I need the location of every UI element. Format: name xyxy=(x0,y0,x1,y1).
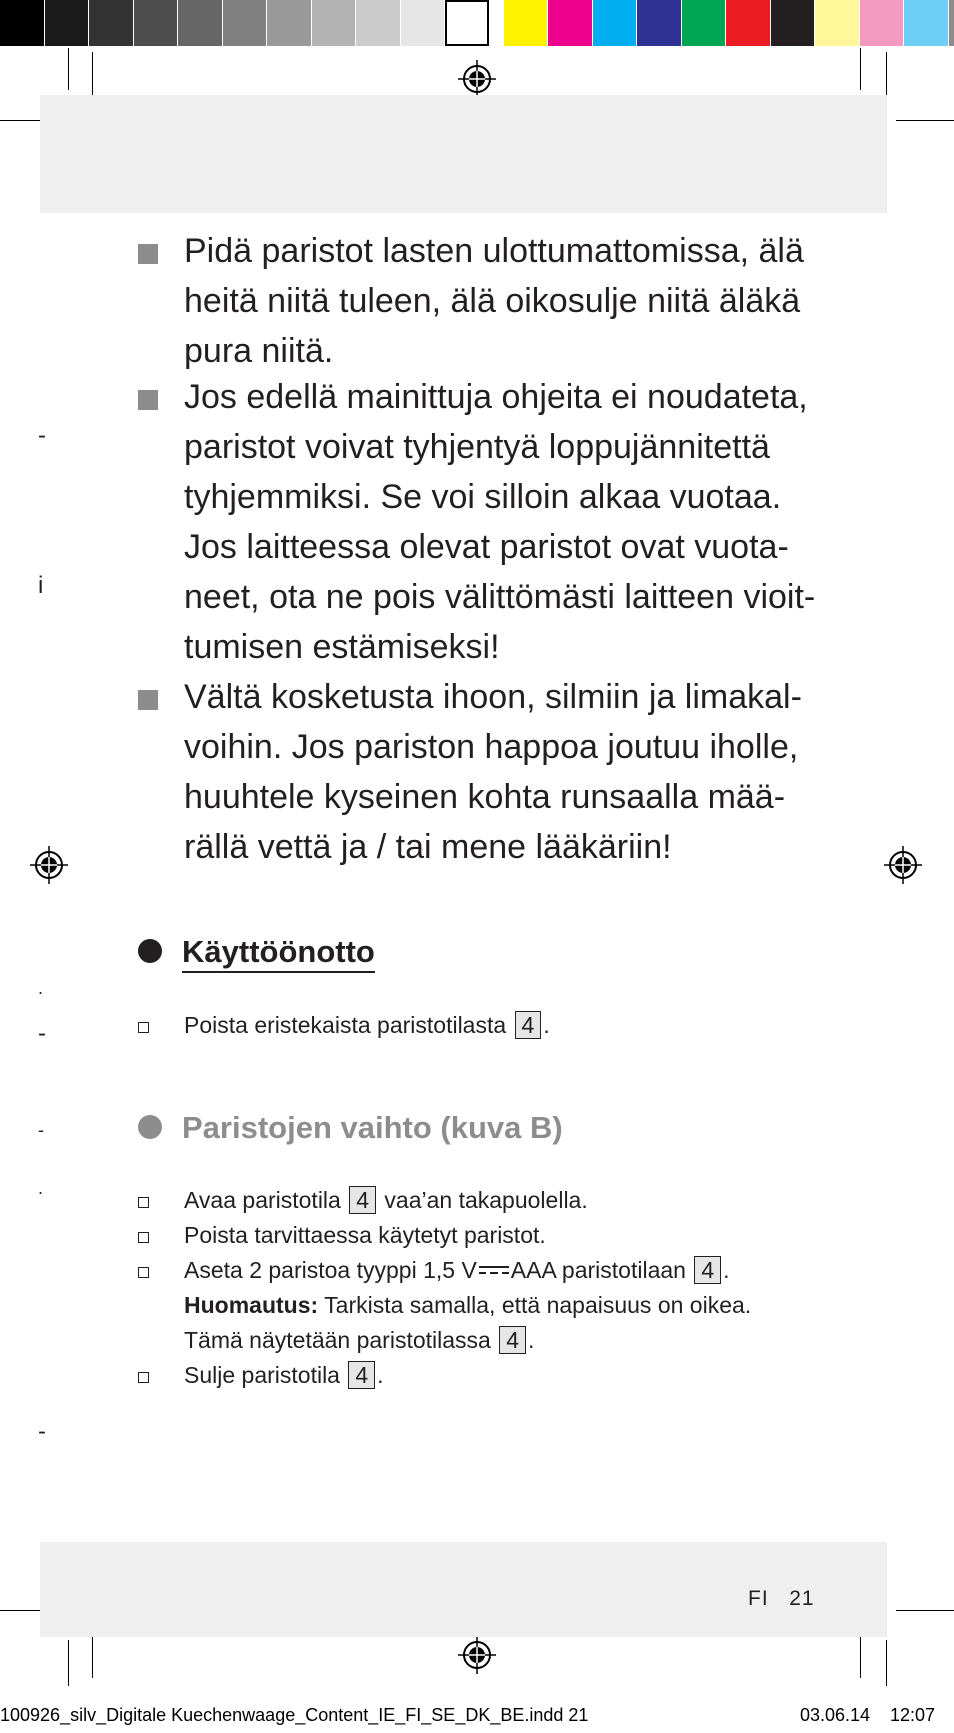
color-swatch xyxy=(682,0,726,46)
color-swatch xyxy=(178,0,222,46)
crop-mark xyxy=(896,120,954,121)
color-calibration-bar xyxy=(0,0,954,46)
crop-mark xyxy=(860,48,861,90)
section-dot-icon xyxy=(138,939,162,963)
slug-time: 12:07 xyxy=(890,1705,936,1725)
bullet-item xyxy=(138,672,838,872)
slug-date: 03.06.14 xyxy=(800,1705,871,1725)
step-text-part: . xyxy=(543,1012,550,1038)
bullet-line: Vältä kosketusta ihoon, silmiin ja limakal- xyxy=(184,678,802,716)
margin-fragment: . xyxy=(38,978,44,998)
bullet-line: Jos edellä mainittuja ohjeita ei noudateta, xyxy=(184,378,808,416)
bullet-line: voihin. Jos pariston happoa joutuu iholle, xyxy=(184,728,799,766)
section-heading-paristojen-vaihto xyxy=(138,1110,563,1146)
part-reference-badge: 4 xyxy=(349,1186,376,1214)
color-swatch xyxy=(593,0,637,46)
bullet-item xyxy=(138,226,838,376)
step-text-part: vaa’an takapuolella. xyxy=(384,1187,588,1213)
crop-mark xyxy=(68,1640,69,1686)
note-text xyxy=(184,1288,751,1323)
bullet-item xyxy=(138,372,838,672)
registration-mark-icon xyxy=(30,846,68,884)
color-swatch xyxy=(356,0,400,46)
margin-fragment: - xyxy=(38,1020,46,1047)
bullet-line: tyhjemmiksi. Se voi silloin alkaa vuotaa. xyxy=(184,478,782,516)
margin-fragment: . xyxy=(38,1178,44,1198)
bullet-line: pura niitä. xyxy=(184,332,334,370)
page-number xyxy=(748,1587,815,1611)
registration-mark-icon xyxy=(884,846,922,884)
note-text xyxy=(184,1323,534,1358)
bullet-line: tumisen estämiseksi! xyxy=(184,628,500,666)
checkbox-bullet-icon xyxy=(138,1232,149,1243)
bullet-line: huuhtele kyseinen kohta runsaalla mää- xyxy=(184,778,786,816)
step-text xyxy=(184,1183,588,1218)
step-list xyxy=(138,1183,858,1393)
step-list xyxy=(138,1008,858,1048)
square-bullet-icon xyxy=(138,244,158,264)
step-text: Poista tarvittaessa käytetyt paristot. xyxy=(184,1222,546,1248)
color-swatch xyxy=(401,0,445,46)
direct-current-icon xyxy=(479,1264,509,1276)
bullet-line: rällä vettä ja / tai mene lääkäriin! xyxy=(184,828,672,866)
checkbox-bullet-icon xyxy=(138,1022,149,1033)
square-bullet-icon xyxy=(138,390,158,410)
section-dot-icon xyxy=(138,1115,162,1139)
color-swatch xyxy=(445,0,489,46)
note-body: Tämä näytetään paristotilassa xyxy=(184,1327,491,1353)
bullet-line: heitä niitä tuleen, älä oikosulje niitä äläkä xyxy=(184,282,801,320)
color-swatch xyxy=(267,0,311,46)
margin-fragment: i xyxy=(38,572,44,599)
crop-mark xyxy=(68,48,69,90)
color-swatch xyxy=(312,0,356,46)
bullet-line: paristot voivat tyhjentyä loppujännitettä xyxy=(184,428,770,466)
language-code: FI xyxy=(748,1587,769,1610)
section-heading-kayttoonotto xyxy=(138,934,375,970)
color-swatch xyxy=(45,0,89,46)
bullet-line: Pidä paristot lasten ulottumattomissa, älä xyxy=(184,232,804,270)
heading-text: Paristojen vaihto (kuva B) xyxy=(182,1110,563,1145)
square-bullet-icon xyxy=(138,690,158,710)
note-body: . xyxy=(528,1327,535,1353)
margin-fragment: - xyxy=(38,1120,44,1140)
step-text-part: Poista eristekaista paristotilasta xyxy=(184,1012,507,1038)
bullet-line: neet, ota ne pois välittömästi laitteen vioit- xyxy=(184,578,816,616)
checkbox-bullet-icon xyxy=(138,1372,149,1383)
crop-mark xyxy=(886,52,887,100)
color-swatch xyxy=(771,0,815,46)
margin-fragment: - xyxy=(38,422,46,449)
part-reference-badge: 4 xyxy=(348,1361,375,1389)
heading-text: Käyttöönotto xyxy=(182,934,375,973)
step-text xyxy=(184,1008,550,1043)
color-swatch xyxy=(223,0,267,46)
color-swatch xyxy=(0,0,44,46)
step-text-part: AAA paristotilaan xyxy=(510,1257,686,1283)
step-text xyxy=(184,1253,730,1288)
part-reference-badge: 4 xyxy=(694,1256,721,1284)
bullet-line: Jos laitteessa olevat paristot ovat vuota- xyxy=(184,528,789,566)
checkbox-bullet-icon xyxy=(138,1267,149,1278)
margin-fragment: - xyxy=(38,1418,46,1445)
color-swatch xyxy=(504,0,548,46)
color-swatch xyxy=(548,0,592,46)
note-label: Huomautus: xyxy=(184,1292,319,1318)
step-text-part: . xyxy=(377,1362,384,1388)
part-reference-badge: 4 xyxy=(515,1011,542,1039)
slug-filename: 100926_silv_Digitale Kuechenwaage_Content_IE_FI_SE_DK_BE.indd 21 xyxy=(0,1705,589,1725)
color-swatch xyxy=(134,0,178,46)
header-band xyxy=(40,95,887,213)
color-swatch xyxy=(860,0,904,46)
color-swatch xyxy=(89,0,133,46)
step-text-part: Sulje paristotila xyxy=(184,1362,340,1388)
color-swatch xyxy=(904,0,948,46)
step-text-part: Aseta 2 paristoa tyyppi 1,5 V xyxy=(184,1257,477,1283)
registration-mark-icon xyxy=(458,1636,496,1674)
step-text-part: . xyxy=(723,1257,730,1283)
part-reference-badge: 4 xyxy=(499,1326,526,1354)
crop-mark xyxy=(896,1610,954,1611)
page-number-value: 21 xyxy=(789,1587,815,1610)
checkbox-bullet-icon xyxy=(138,1197,149,1208)
registration-mark-icon xyxy=(458,60,496,98)
note-body: Tarkista samalla, että napaisuus on oikea. xyxy=(324,1292,752,1318)
color-swatch xyxy=(815,0,859,46)
color-swatch xyxy=(637,0,681,46)
color-swatch xyxy=(949,0,954,46)
step-text-part: Avaa paristotila xyxy=(184,1187,341,1213)
crop-mark xyxy=(886,1640,887,1686)
color-swatch xyxy=(726,0,770,46)
crop-mark xyxy=(92,52,93,100)
step-text xyxy=(184,1358,384,1393)
